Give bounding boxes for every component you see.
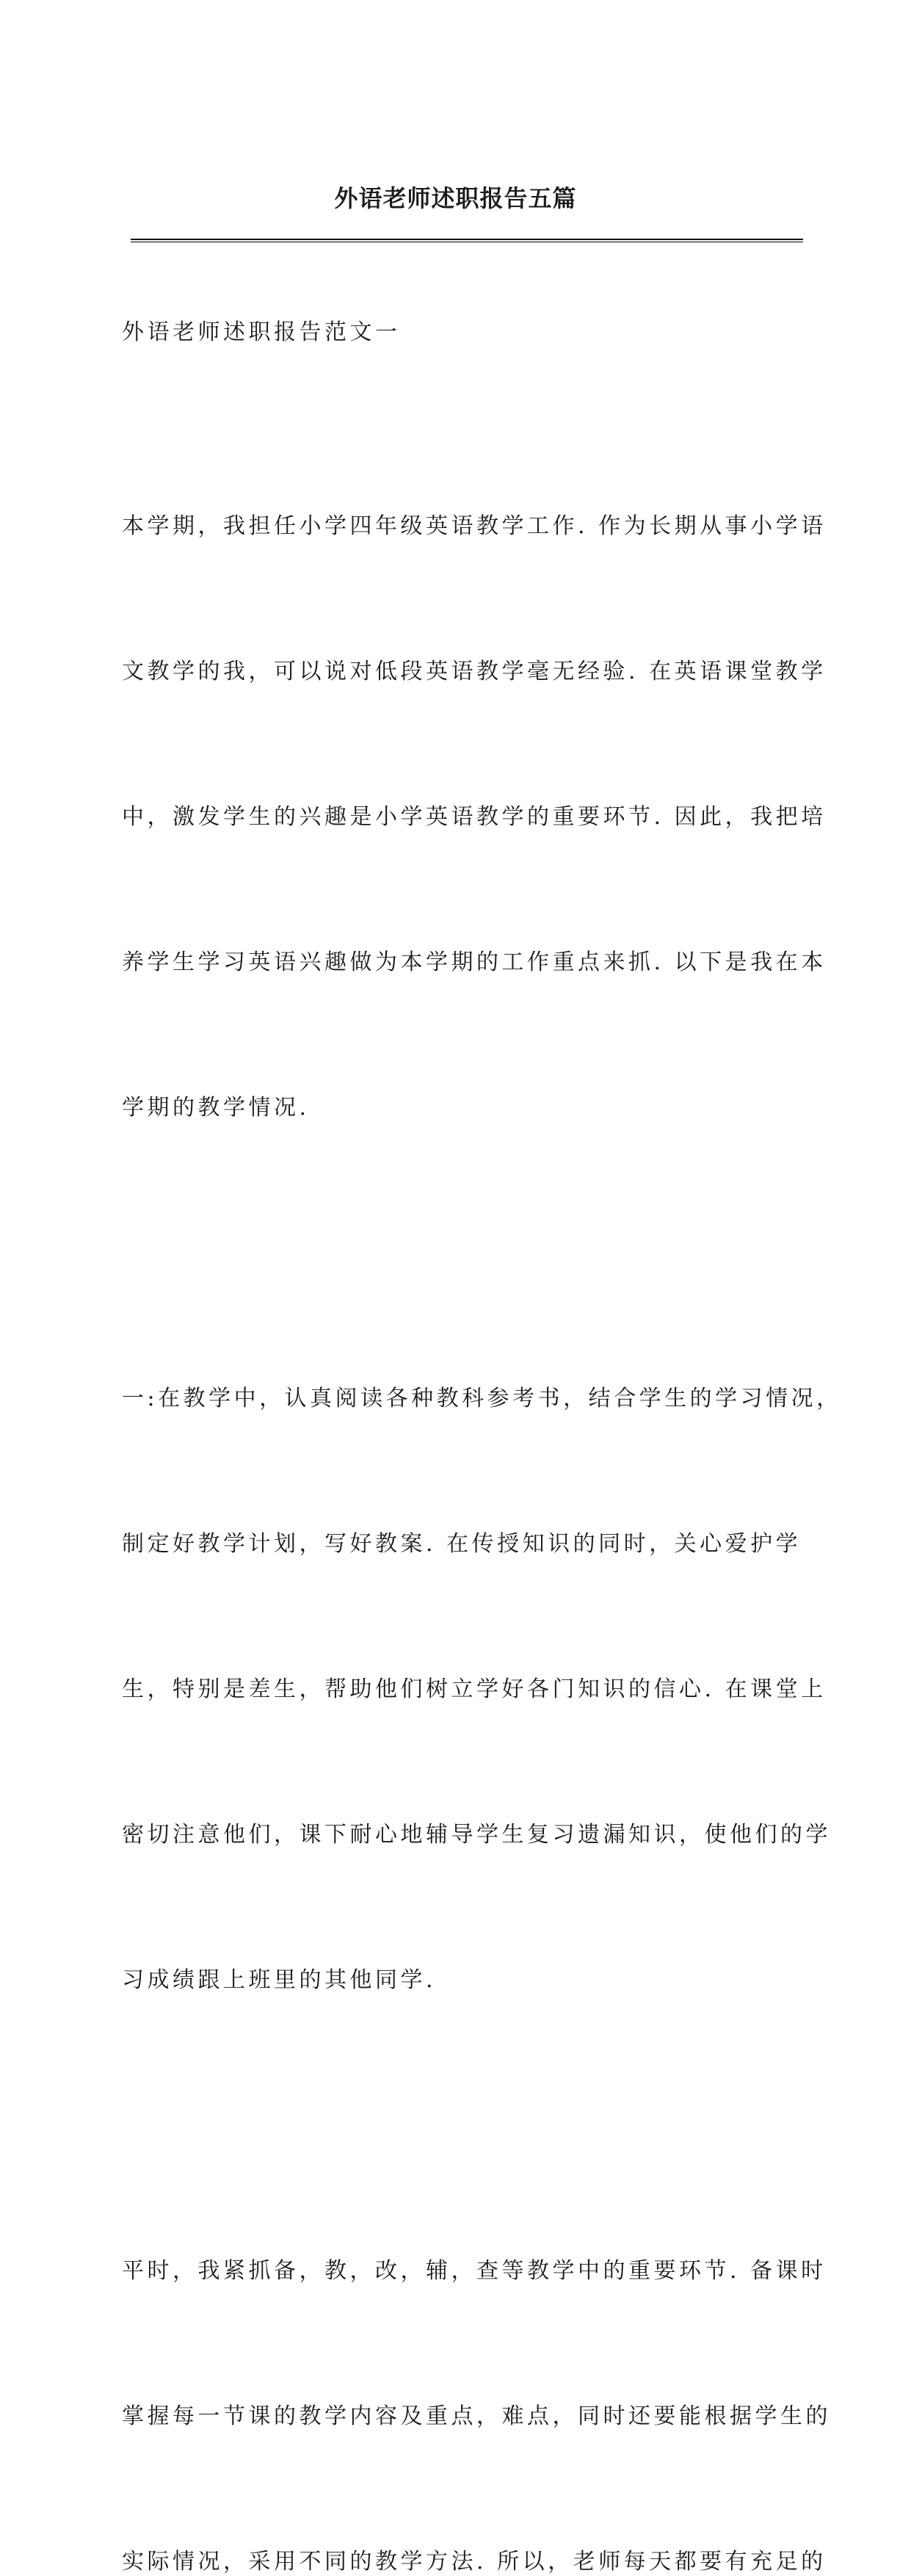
paragraph-line: 生，特别是差生，帮助他们树立学好各门知识的信心. 在课堂上 [122, 1676, 827, 1702]
paragraph-line: 掌握每一节课的教学内容及重点，难点，同时还要能根据学生的 [122, 2403, 831, 2429]
paragraph-2 [122, 1278, 842, 2102]
paragraph-line: 养学生学习英语兴趣做为本学期的工作重点来抓. 以下是我在本 [122, 949, 827, 975]
document-body [122, 308, 842, 2576]
paragraph-line: 中，激发学生的兴趣是小学英语教学的重要环节. 因此，我把培 [122, 804, 827, 830]
section-heading: 外语老师述职报告范文一 [122, 319, 401, 345]
paragraph-line: 本学期，我担任小学四年级英语教学工作. 作为长期从事小学语 [122, 513, 827, 539]
paragraph-line: 一:在教学中，认真阅读各种教科参考书，结合学生的学习情况， [122, 1386, 842, 1411]
title-divider [131, 239, 803, 242]
paragraph-line: 文教学的我，可以说对低段英语教学毫无经验. 在英语课堂教学 [122, 659, 827, 684]
paragraph-line: 习成绩跟上班里的其他同学. [122, 1967, 437, 1993]
paragraph-line: 制定好教学计划，写好教案. 在传授知识的同时，关心爱护学 [122, 1531, 802, 1557]
paragraph-line: 实际情况，采用不同的教学方法. 所以，老师每天都要有充足的 [122, 2549, 827, 2575]
paragraph-line: 学期的教学情况. [122, 1095, 310, 1121]
paragraph-line: 平时，我紧抓备，教，改，辅，查等教学中的重要环节. 备课时 [122, 2258, 827, 2284]
document-title: 外语老师述职报告五篇 [334, 184, 577, 212]
paragraph-3 [122, 2150, 831, 2576]
paragraph-line: 密切注意他们，课下耐心地辅导学生复习遗漏知识，使他们的学 [122, 1822, 831, 1848]
paragraph-1 [122, 405, 827, 1229]
